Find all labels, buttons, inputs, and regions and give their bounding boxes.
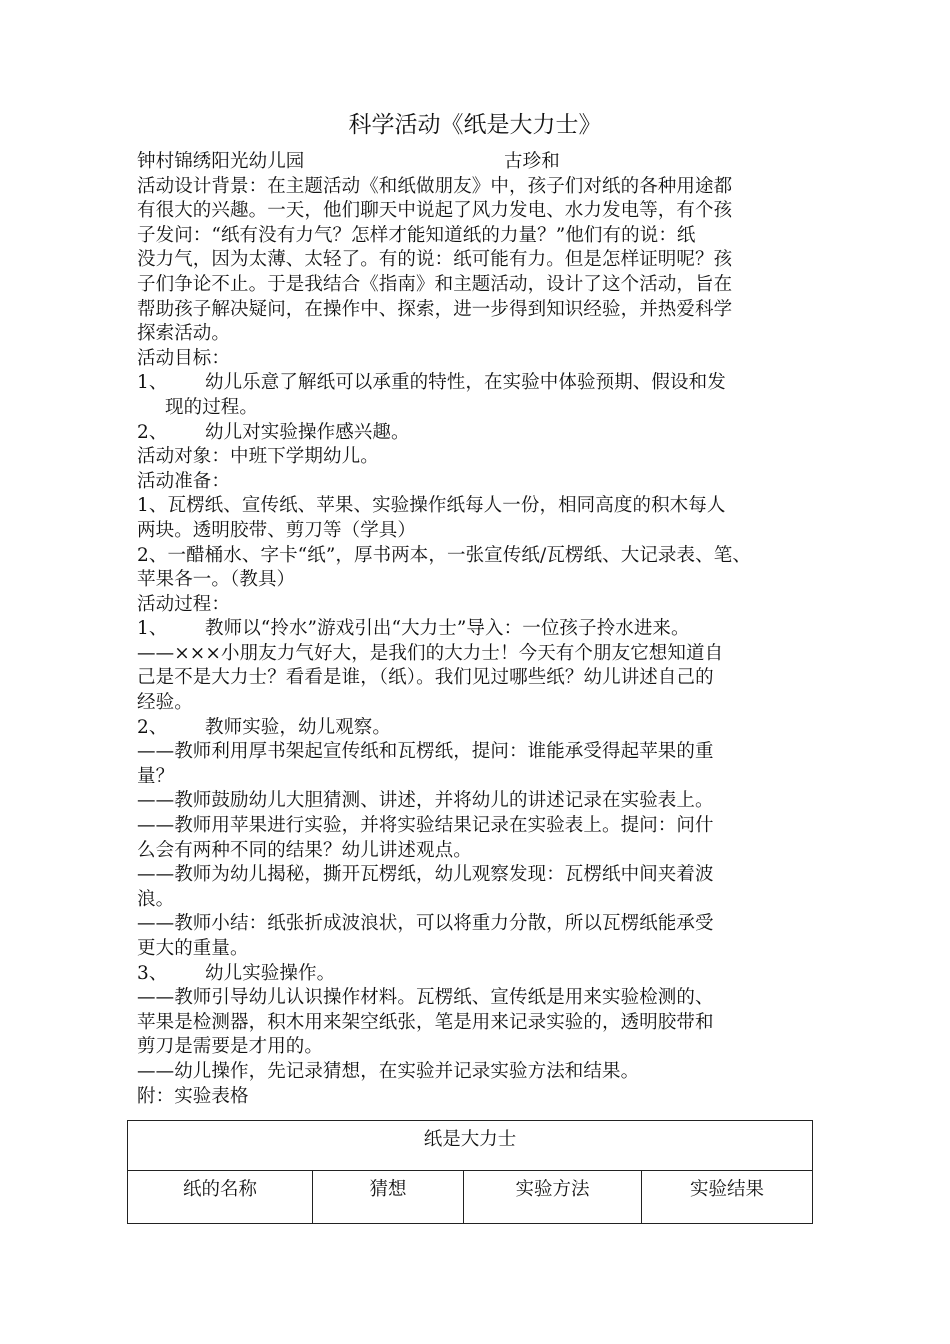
goal-item-continuation: 现的过程。 bbox=[165, 396, 259, 418]
list-number: 2、 bbox=[137, 421, 168, 443]
paragraph-line: 量？ bbox=[137, 765, 175, 787]
paragraph-line: 1、瓦楞纸、宣传纸、苹果、实验操作纸每人一份，相同高度的积木每人 bbox=[137, 495, 726, 517]
list-text: 幼儿对实验操作感兴趣。 bbox=[205, 421, 410, 443]
byline bbox=[137, 150, 827, 175]
paragraph-line: 两块。透明胶带、剪刀等（学具） bbox=[137, 519, 417, 541]
section-heading: 活动目标： bbox=[137, 347, 231, 369]
list-text: 教师以“拎水”游戏引出“大力士”导入：一位孩子拎水进来。 bbox=[205, 618, 690, 640]
list-number: 1、 bbox=[137, 618, 168, 640]
paragraph-line: 经验。 bbox=[137, 692, 193, 714]
paragraph-line: 帮助孩子解决疑问，在操作中、探索，进一步得到知识经验，并热爱科学 bbox=[137, 298, 733, 320]
list-number: 1、 bbox=[137, 372, 168, 394]
paragraph-line: 苹果各一。（教具） bbox=[137, 569, 296, 591]
list-number: 3、 bbox=[137, 962, 168, 984]
paragraph-line: 子发问：“纸有没有力气？怎样才能知道纸的力量？”他们有的说：纸 bbox=[137, 224, 696, 246]
paragraph-line: 剪刀是需要是才用的。 bbox=[137, 1036, 324, 1058]
list-text: 幼儿实验操作。 bbox=[205, 962, 336, 984]
goal-item bbox=[137, 421, 827, 446]
paragraph-line: ——教师用苹果进行实验，并将实验结果记录在实验表上。提问：问什 bbox=[137, 815, 714, 837]
appendix-label: 附：实验表格 bbox=[137, 1085, 249, 1107]
table-header-cell: 猜想 bbox=[313, 1171, 464, 1224]
paragraph-line: 子们争论不止。于是我结合《指南》和主题活动，设计了这个活动，旨在 bbox=[137, 273, 733, 295]
paragraph-line: 苹果是检测器，积木用来架空纸张，笔是用来记录实验的，透明胶带和 bbox=[137, 1011, 714, 1033]
paragraph-line: 探索活动。 bbox=[137, 323, 231, 345]
paragraph-line: ——教师为幼儿揭秘，撕开瓦楞纸，幼儿观察发现：瓦楞纸中间夹着波 bbox=[137, 864, 714, 886]
table-header-cell: 实验结果 bbox=[642, 1171, 813, 1224]
step-item bbox=[137, 617, 827, 642]
paragraph-line: ——教师利用厚书架起宣传纸和瓦楞纸，提问：谁能承受得起苹果的重 bbox=[137, 741, 714, 763]
table-header-cell: 实验方法 bbox=[464, 1171, 642, 1224]
paragraph-line: ——教师引导幼儿认识操作材料。瓦楞纸、宣传纸是用来实验检测的、 bbox=[137, 987, 714, 1009]
paragraph-line: 己是不是大力士？看看是谁，（纸）。我们见过哪些纸？幼儿讲述自己的 bbox=[137, 667, 714, 689]
step-item bbox=[137, 962, 827, 987]
list-text: 教师实验，幼儿观察。 bbox=[205, 716, 392, 738]
paragraph-line: 活动对象：中班下学期幼儿。 bbox=[137, 446, 379, 468]
document-title: 科学活动《纸是大力士》 bbox=[348, 112, 602, 138]
paragraph-line: ——教师鼓励幼儿大胆猜测、讲述，并将幼儿的讲述记录在实验表上。 bbox=[137, 790, 714, 812]
table-header-cell: 纸的名称 bbox=[128, 1171, 313, 1224]
paragraph-line: 有很大的兴趣。一天，他们聊天中说起了风力发电、水力发电等，有个孩 bbox=[137, 200, 733, 222]
table-caption-row bbox=[128, 1121, 813, 1171]
step-item bbox=[137, 716, 827, 741]
paragraph-line: ——×××小朋友力气好大，是我们的大力士！今天有个朋友它想知道自 bbox=[137, 642, 724, 664]
author-name: 古珍和 bbox=[504, 151, 560, 172]
paragraph-line: 浪。 bbox=[137, 888, 175, 910]
section-heading: 活动过程： bbox=[137, 593, 231, 615]
table-header-row bbox=[128, 1171, 813, 1224]
experiment-table bbox=[127, 1120, 813, 1224]
paragraph-line: ——幼儿操作，先记录猜想，在实验并记录实验方法和结果。 bbox=[137, 1060, 640, 1082]
paragraph-line: 没力气，因为太薄、太轻了。有的说：纸可能有力。但是怎样证明呢？孩 bbox=[137, 249, 733, 271]
paragraph-line: 么会有两种不同的结果？幼儿讲述观点。 bbox=[137, 839, 472, 861]
paragraph-line: 活动设计背景：在主题活动《和纸做朋友》中，孩子们对纸的各种用途都 bbox=[137, 175, 733, 197]
paragraph-line: 2、一醋桶水、字卡“纸”，厚书两本，一张宣传纸/瓦楞纸、大记录表、笔、 bbox=[137, 544, 751, 566]
list-text: 幼儿乐意了解纸可以承重的特性，在实验中体验预期、假设和发 bbox=[205, 372, 726, 394]
section-heading: 活动准备： bbox=[137, 470, 231, 492]
paragraph-line: 更大的重量。 bbox=[137, 938, 249, 959]
goal-item bbox=[137, 371, 827, 396]
school-name: 钟村锦绣阳光幼儿园 bbox=[137, 151, 305, 172]
list-number: 2、 bbox=[137, 716, 168, 738]
document-body bbox=[137, 150, 827, 1109]
paragraph-line: ——教师小结：纸张折成波浪状，可以将重力分散，所以瓦楞纸能承受 bbox=[137, 913, 714, 935]
table-caption: 纸是大力士 bbox=[128, 1121, 813, 1171]
